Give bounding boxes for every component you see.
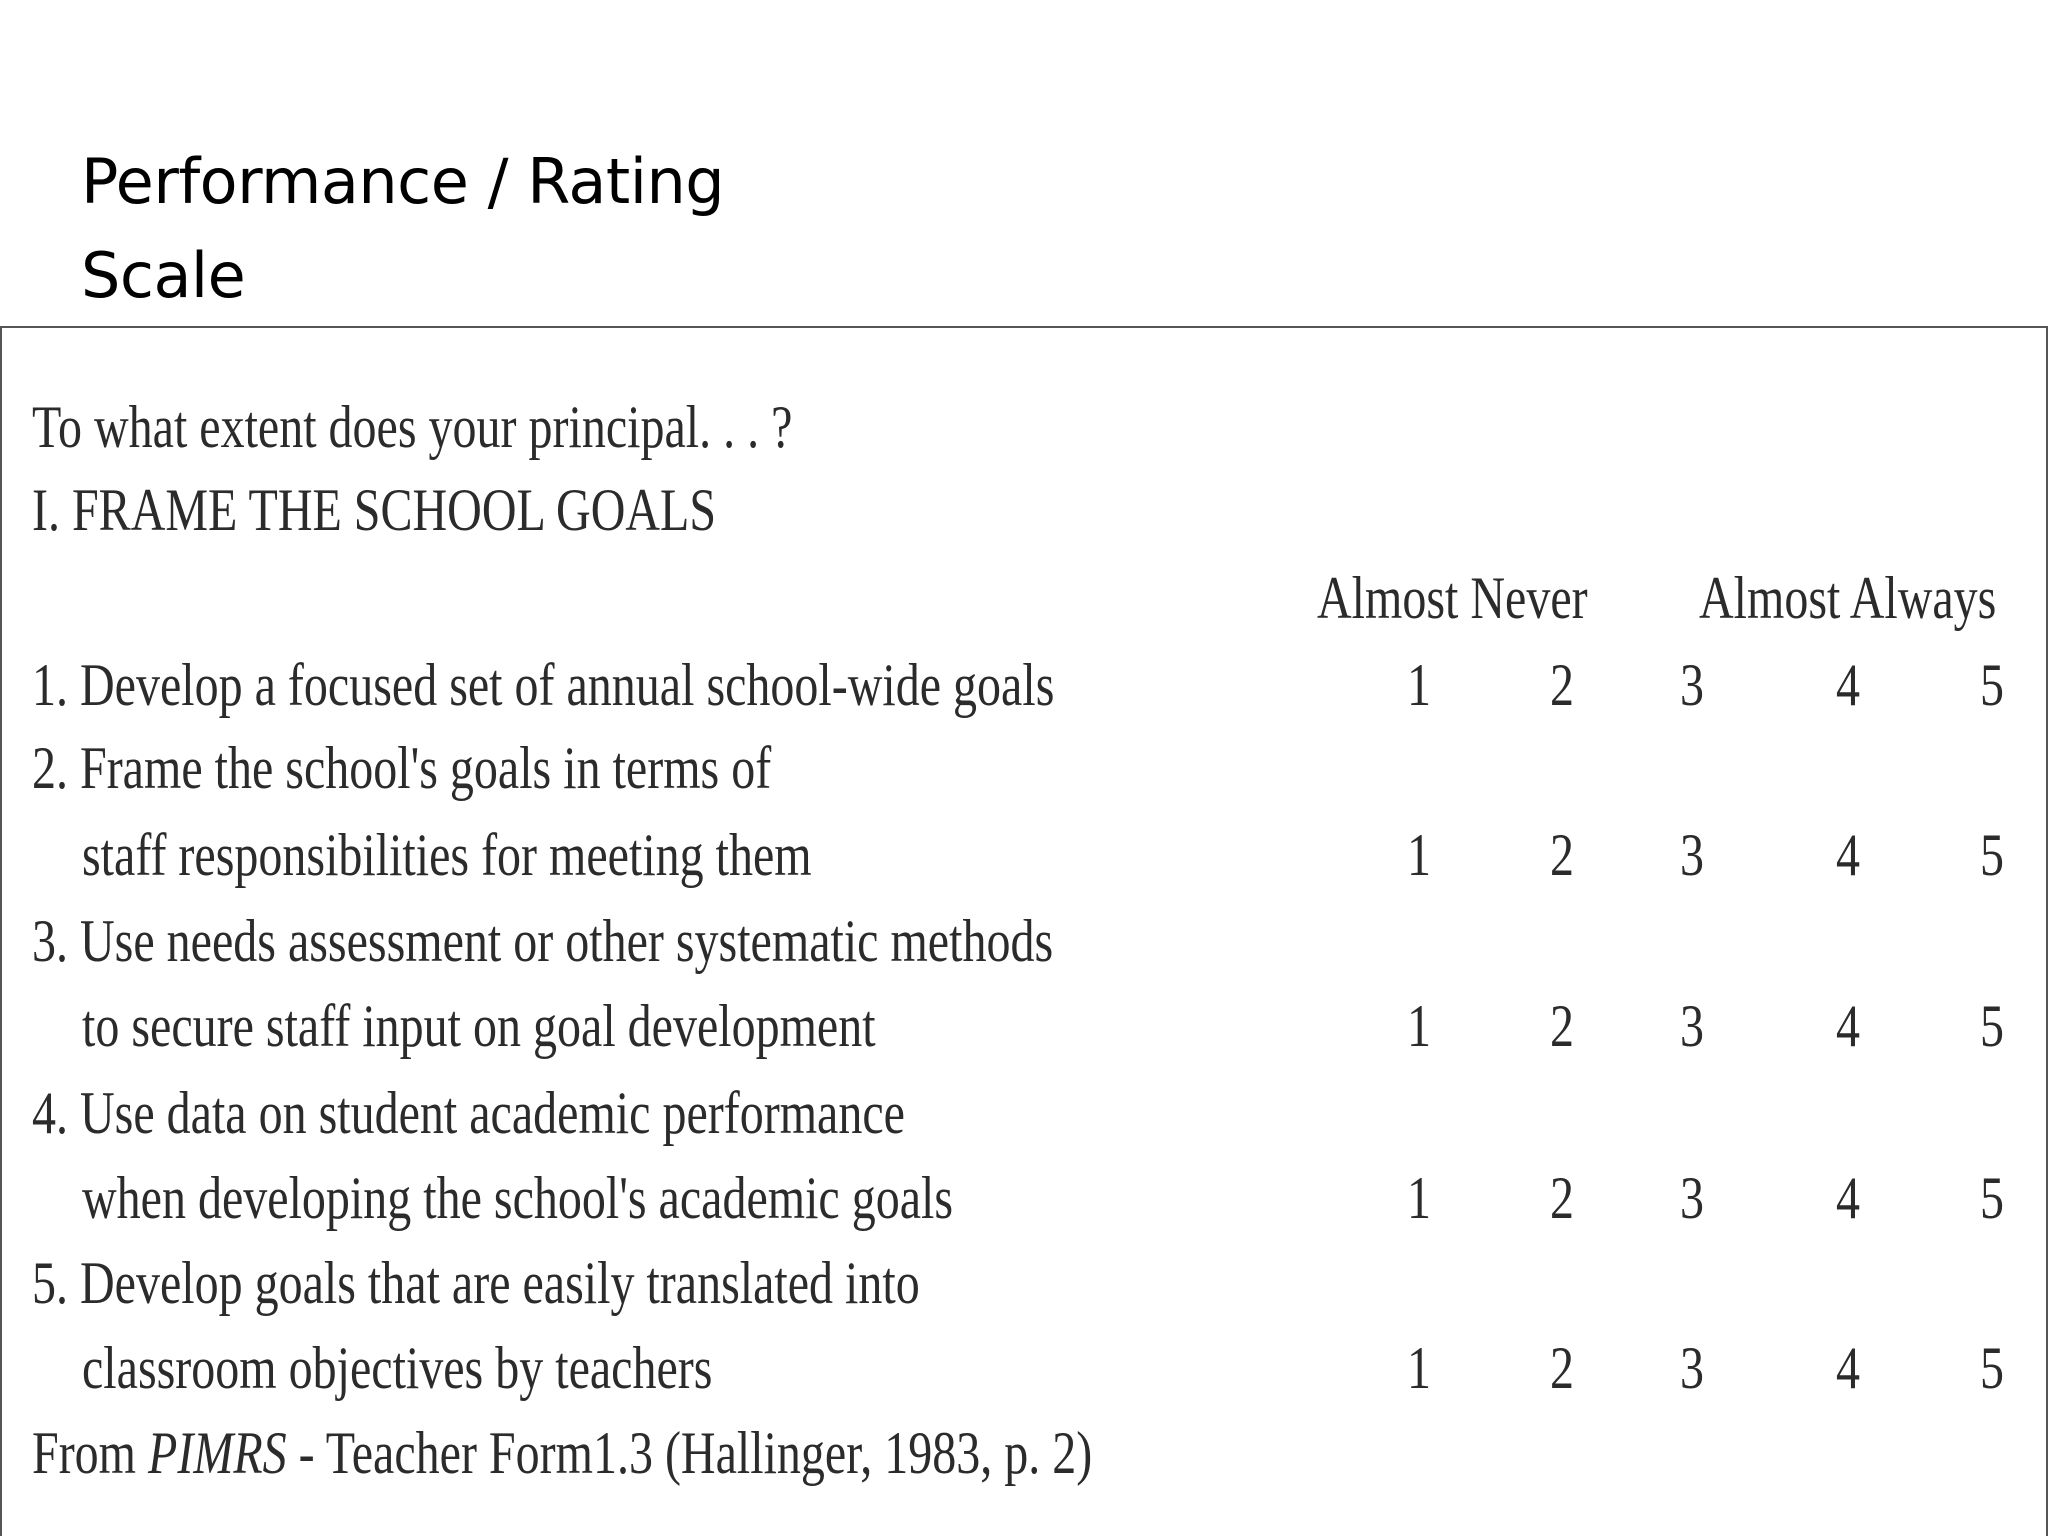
item-4-rating-4: 4 bbox=[1836, 1165, 1860, 1231]
item-1-rating-5: 5 bbox=[1980, 652, 2004, 718]
item-2-line-1: 2. Frame the school's goals in terms of bbox=[32, 735, 772, 801]
item-3-rating-1: 1 bbox=[1407, 993, 1431, 1059]
item-2-rating-3: 3 bbox=[1680, 822, 1704, 888]
item-4-line-2: when developing the school's academic goals bbox=[82, 1165, 954, 1231]
item-3-rating-4: 4 bbox=[1836, 993, 1860, 1059]
source-suffix: - Teacher Form1.3 (Hallinger, 1983, p. 2) bbox=[286, 1420, 1093, 1486]
source-citation bbox=[32, 1420, 1093, 1486]
section-heading: I. FRAME THE SCHOOL GOALS bbox=[32, 477, 717, 543]
item-4-rating-1: 1 bbox=[1407, 1165, 1431, 1231]
slide-title-line-2: Scale bbox=[81, 239, 246, 312]
item-5-line-2: classroom objectives by teachers bbox=[82, 1335, 713, 1401]
item-2-rating-1: 1 bbox=[1407, 822, 1431, 888]
item-5-rating-4: 4 bbox=[1836, 1335, 1860, 1401]
item-5-rating-5: 5 bbox=[1980, 1335, 2004, 1401]
source-prefix: From bbox=[32, 1420, 149, 1486]
item-1-rating-3: 3 bbox=[1680, 652, 1704, 718]
item-2-rating-5: 5 bbox=[1980, 822, 2004, 888]
slide-title bbox=[81, 135, 841, 323]
item-5-line-1: 5. Develop goals that are easily translated into bbox=[32, 1250, 920, 1316]
item-2-line-2: staff responsibilities for meeting them bbox=[82, 822, 812, 888]
form-question: To what extent does your principal. . . ? bbox=[32, 394, 793, 460]
item-3-line-2: to secure staff input on goal development bbox=[82, 993, 876, 1059]
item-3-line-1: 3. Use needs assessment or other systematic methods bbox=[32, 908, 1054, 974]
item-4-rating-5: 5 bbox=[1980, 1165, 2004, 1231]
item-1-rating-4: 4 bbox=[1836, 652, 1860, 718]
slide-title-line-1: Performance / Rating bbox=[81, 145, 725, 218]
item-4-rating-3: 3 bbox=[1680, 1165, 1704, 1231]
item-4-rating-2: 2 bbox=[1550, 1165, 1574, 1231]
item-1-line-1: 1. Develop a focused set of annual school-wide goals bbox=[32, 652, 1055, 718]
scanned-form-image bbox=[0, 326, 2048, 1536]
source-title: PIMRS bbox=[148, 1420, 287, 1486]
item-4-line-1: 4. Use data on student academic performance bbox=[32, 1080, 905, 1146]
scale-label-low: Almost Never bbox=[1317, 565, 1588, 631]
item-3-rating-2: 2 bbox=[1550, 993, 1574, 1059]
item-3-rating-3: 3 bbox=[1680, 993, 1704, 1059]
item-5-rating-2: 2 bbox=[1550, 1335, 1574, 1401]
item-3-rating-5: 5 bbox=[1980, 993, 2004, 1059]
item-1-rating-1: 1 bbox=[1407, 652, 1431, 718]
item-1-rating-2: 2 bbox=[1550, 652, 1574, 718]
item-5-rating-3: 3 bbox=[1680, 1335, 1704, 1401]
item-2-rating-2: 2 bbox=[1550, 822, 1574, 888]
item-2-rating-4: 4 bbox=[1836, 822, 1860, 888]
item-5-rating-1: 1 bbox=[1407, 1335, 1431, 1401]
scale-label-high: Almost Always bbox=[1699, 565, 1997, 631]
